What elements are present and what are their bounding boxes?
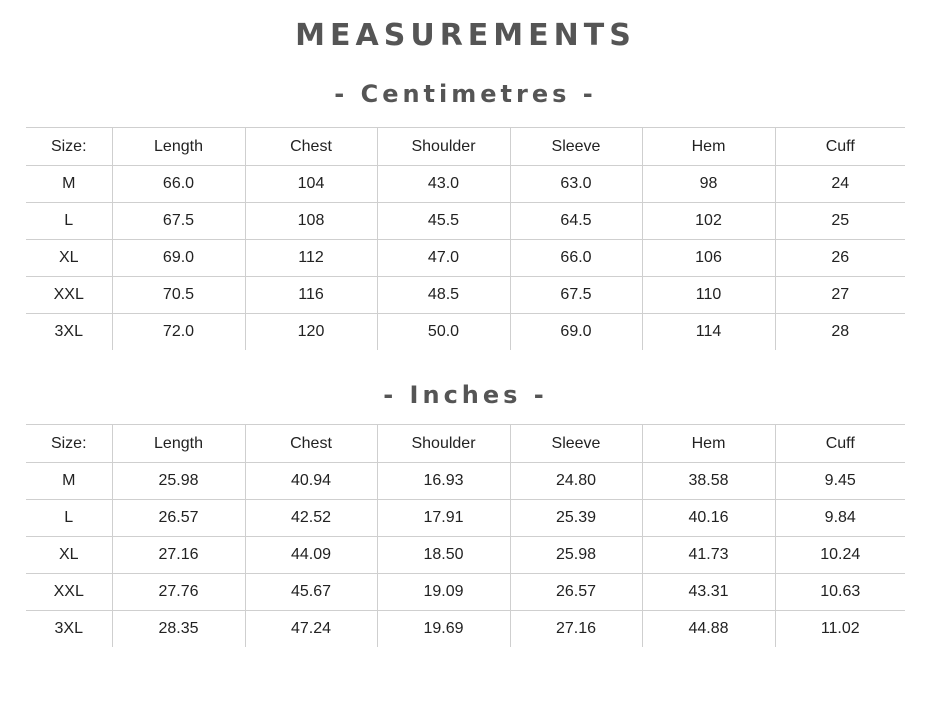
- cell-chest: 45.67: [245, 574, 377, 611]
- cell-size: M: [26, 463, 112, 500]
- header-chest: Chest: [245, 425, 377, 463]
- cell-sleeve: 66.0: [510, 240, 642, 277]
- cell-shoulder: 43.0: [377, 166, 510, 203]
- cell-cuff: 24: [775, 166, 905, 203]
- inches-heading: - Inches -: [383, 381, 548, 409]
- cell-hem: 43.31: [642, 574, 775, 611]
- cell-sleeve: 27.16: [510, 611, 642, 648]
- centimetres-table: [26, 127, 905, 350]
- cell-size: 3XL: [54, 323, 83, 340]
- cell-length: 28.35: [112, 611, 245, 648]
- table-row: [26, 277, 905, 314]
- cell-sleeve: 67.5: [510, 277, 642, 314]
- cell-chest: 116: [245, 277, 377, 314]
- cell-size: L: [26, 203, 112, 240]
- cell-hem: 106: [642, 240, 775, 277]
- cell-size: M: [26, 166, 112, 203]
- cell-chest: 42.52: [245, 500, 377, 537]
- cell-hem: 102: [642, 203, 775, 240]
- cell-sleeve: 69.0: [510, 314, 642, 351]
- cell-shoulder: 47.0: [377, 240, 510, 277]
- cell-length: 67.5: [112, 203, 245, 240]
- cell-cuff: 9.84: [775, 500, 905, 537]
- cell-chest: 112: [245, 240, 377, 277]
- cell-size: XL: [26, 240, 112, 277]
- table-row: [26, 463, 905, 500]
- header-shoulder: Shoulder: [377, 128, 510, 166]
- header-hem: Hem: [642, 425, 775, 463]
- header-cuff: Cuff: [775, 128, 905, 166]
- centimetres-heading: - Centimetres -: [334, 80, 597, 108]
- table-row: [26, 500, 905, 537]
- header-cuff: Cuff: [775, 425, 905, 463]
- cell-chest: 120: [245, 314, 377, 351]
- header-shoulder: Shoulder: [377, 425, 510, 463]
- cell-hem: 40.16: [642, 500, 775, 537]
- cell-cuff: 10.24: [775, 537, 905, 574]
- cell-hem: 41.73: [642, 537, 775, 574]
- cell-chest: 47.24: [245, 611, 377, 648]
- cell-shoulder: 19.69: [377, 611, 510, 648]
- cell-size: XXL: [26, 574, 112, 611]
- cell-sleeve: 63.0: [510, 166, 642, 203]
- cell-chest: 44.09: [245, 537, 377, 574]
- header-size: Size:: [26, 128, 112, 166]
- header-sleeve: Sleeve: [510, 128, 642, 166]
- header-sleeve: Sleeve: [510, 425, 642, 463]
- cell-chest: 108: [245, 203, 377, 240]
- cell-cuff: 25: [775, 203, 905, 240]
- cell-length: 70.5: [112, 277, 245, 314]
- header-length: Length: [112, 425, 245, 463]
- table-header-row: [26, 425, 905, 463]
- cell-shoulder: 50.0: [377, 314, 510, 351]
- header-size: Size:: [26, 425, 112, 463]
- cell-shoulder: 17.91: [377, 500, 510, 537]
- cell-size: L: [26, 500, 112, 537]
- cell-chest: 104: [245, 166, 377, 203]
- cell-sleeve: 25.98: [510, 537, 642, 574]
- cell-sleeve: 64.5: [510, 203, 642, 240]
- table-row: [26, 611, 905, 648]
- cell-shoulder: 18.50: [377, 537, 510, 574]
- cell-chest: 40.94: [245, 463, 377, 500]
- header-chest: Chest: [245, 128, 377, 166]
- cell-length: 27.16: [112, 537, 245, 574]
- table-header-row: [26, 128, 905, 166]
- cell-cuff: 11.02: [775, 611, 905, 648]
- table-row: [26, 537, 905, 574]
- cell-length: 25.98: [112, 463, 245, 500]
- cell-sleeve: 24.80: [510, 463, 642, 500]
- cell-hem: 44.88: [642, 611, 775, 648]
- page-title: MEASUREMENTS: [295, 18, 636, 53]
- cell-length: 26.57: [112, 500, 245, 537]
- cell-cuff: 26: [775, 240, 905, 277]
- cell-shoulder: 45.5: [377, 203, 510, 240]
- inches-table: [26, 424, 905, 647]
- cell-length: 72.0: [112, 314, 245, 351]
- cell-hem: 98: [642, 166, 775, 203]
- cell-sleeve: 26.57: [510, 574, 642, 611]
- cell-shoulder: 19.09: [377, 574, 510, 611]
- cell-hem: 110: [642, 277, 775, 314]
- cell-size: XL: [26, 537, 112, 574]
- table-row: [26, 203, 905, 240]
- table-row: [26, 166, 905, 203]
- cell-cuff: 9.45: [775, 463, 905, 500]
- table-row: [26, 574, 905, 611]
- cell-sleeve: 25.39: [510, 500, 642, 537]
- cell-cuff: 27: [775, 277, 905, 314]
- cell-shoulder: 48.5: [377, 277, 510, 314]
- table-row: [26, 314, 905, 351]
- cell-length: 66.0: [112, 166, 245, 203]
- cell-length: 27.76: [112, 574, 245, 611]
- cell-hem: 38.58: [642, 463, 775, 500]
- cell-size: XXL: [26, 277, 112, 314]
- cell-cuff: 10.63: [775, 574, 905, 611]
- cell-cuff: 28: [775, 314, 905, 351]
- cell-hem: 114: [642, 314, 775, 351]
- cell-shoulder: 16.93: [377, 463, 510, 500]
- header-hem: Hem: [642, 128, 775, 166]
- cell-length: 69.0: [112, 240, 245, 277]
- header-length: Length: [112, 128, 245, 166]
- table-row: [26, 240, 905, 277]
- cell-size: 3XL: [54, 620, 83, 637]
